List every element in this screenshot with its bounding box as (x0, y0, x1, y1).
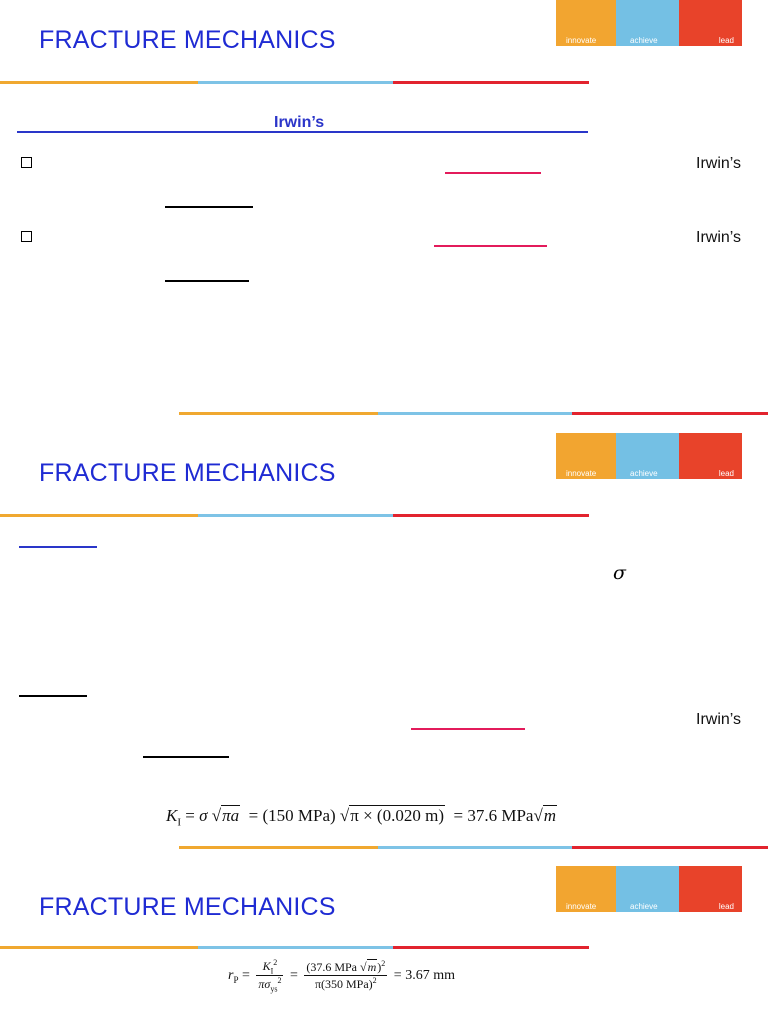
bullet-2-trailing: Irwin’s (696, 229, 742, 246)
logo-innovate: innovate (566, 902, 597, 911)
header-divider (0, 946, 589, 949)
slide-title: FRACTURE MECHANICS (39, 893, 336, 921)
sigma-symbol: σ (613, 562, 626, 584)
logo-achieve: achieve (630, 469, 658, 478)
logo-achieve: achieve (630, 902, 658, 911)
logo-lead: lead (718, 36, 734, 45)
bullet-1-trailing: Irwin’s (696, 155, 742, 172)
logo-innovate: innovate (566, 469, 597, 478)
logo-achieve: achieve (630, 36, 658, 45)
logo-lead: lead (718, 902, 734, 911)
slide-title: FRACTURE MECHANICS (39, 459, 336, 487)
section-heading: Irwin’s (274, 114, 325, 131)
plastic-zone-equation: $r_P$ = $\frac{K_I^2}{\pi\sigma_{ys}^2}$ = $\frac{(37.6 MPa √m)^2}{\pi(350 MPa)^2}$ = 3.67 mm (228, 958, 455, 994)
logo-lead: lead (718, 469, 734, 478)
trailing-text: Irwin’s (696, 711, 742, 728)
brand-logo (556, 866, 742, 912)
logo-innovate: innovate (566, 36, 597, 45)
stress-intensity-equation: $K_I = \sigma$ √πa = (150 MPa) √π × (0.020 m) = 37.6 MPa√m (166, 806, 557, 829)
slide-title: FRACTURE MECHANICS (39, 26, 336, 54)
